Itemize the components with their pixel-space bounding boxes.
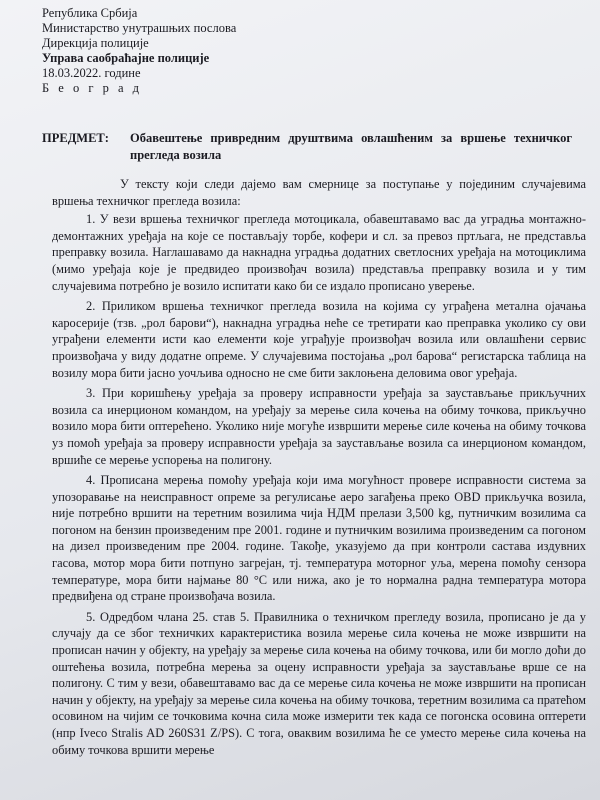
ministry-name: Министарство унутрашњих послова: [42, 21, 237, 35]
paragraph-2: 2. Приликом вршења техничког прегледа возила на којима су уграђена метална ојачања каросерије (тзв. „рол барови“), накнадна уградња неће се третирати као преправка уколико су ови уграђени елементи исти као елементи које уграђује произвођач возила или овлашћени сервис произвођача у виду додатне опреме. У случајевима постојања „рол барова“ регистарска таблица на возилу мора бити јасно уочљива односно не сме бити заклоњена деловима овог уређаја.: [52, 299, 586, 380]
city-name: Б е о г р а д: [42, 81, 143, 95]
intro-paragraph: У тексту који следи дајемо вам смернице за поступање у појединим случајевима вршења техничког прегледа возила:: [52, 177, 586, 208]
subject-label: ПРЕДМЕТ:: [42, 131, 109, 145]
department-name: Управа саобраћајне полиције: [42, 51, 210, 65]
directorate-name: Дирекција полиције: [42, 36, 149, 50]
paragraph-1: 1. У вези вршења техничког прегледа мотоцикала, обавештавамо вас да уградња монтажно-демонтажних уређаја на које се постављају торбе, кофери и сл. за превоз пртљага, не представља преправку возила. Наглашавамо да накнадна уградња додатних светлосних уређаја на мотоциклима (мимо уређаја које је предвидео произвођач возила) представља преправку возила и у тим случајевима потребно је возило испитати како би се издало прописано уверење.: [52, 212, 586, 293]
country-name: Република Србија: [42, 6, 138, 20]
paragraph-4: 4. Прописана мерења помоћу уређаја који има могућност провере исправности система за упозоравање на неисправност опреме за регулисање аеро загађења преко OBD прикључка возила, није потребно вршити на теретним возилима чија НДМ прелази 3,500 kg, путничким возилима са погоном на бензин произведеним пре 2001. године и путничким возилима произведеним са погоном на дизел произведеним пре 2004. године. Такође, указујемо да при контроли састава издувних гасова, мотор мора бити потпуно загрејан, тј. температура моторног уља, мерена помоћу сензора температуре, мора бити најмање 80 °C или нижа, ако је то нормална радна температура мотора предвиђена од стране произвођача возила.: [52, 473, 586, 604]
document-date: 18.03.2022. године: [42, 66, 141, 80]
letterhead: [42, 6, 236, 96]
paragraph-3: 3. При коришћењу уређаја за проверу исправности уређаја за заустављање прикључних возила са инерционом командом, на уређају за мерење сила кочења на обиму точкова, прикључно возило мора бити оптерећено. Уколико није могуће извршити мерење силе кочења на обиму точкова уз помоћ уређаја за проверу исправности уређаја за заустављање возила са инерционом командом, вршиће се мерење успорења на полигону.: [52, 386, 586, 467]
subject-text: Обавештење привредним друштвима овлашћеним за вршење техничког прегледа возила: [130, 131, 572, 162]
paragraph-5: 5. Одредбом члана 25. став 5. Правилника о техничком прегледу возила, прописано је да у случају да се због техничких карактеристика возила мерење сила кочења не може извршити на прописан начин у објекту, на уређају за мерење сила кочења на обиму точкова, или би могло доћи до оштећења возила, потребна мерења за оцену исправности уређаја за заустављање врше се на полигону. С тим у вези, обавештавамо вас да се мерење сила кочења не може извршити на прописан начин у објекту, на уређају за мерење сила кочења на обиму точкова, теретним возилима са пратећом осовином на чијим се точковима кочна сила може измерити тек када се погонска осовина оптерети (нпр Iveco Stralis AD 260S31 Z/PS). С тога, оваквим возилима ће се уместо мерење сила кочења на обиму точкова вршити мерење: [52, 609, 586, 757]
subject-line: [42, 130, 572, 164]
document-body: [52, 176, 586, 762]
